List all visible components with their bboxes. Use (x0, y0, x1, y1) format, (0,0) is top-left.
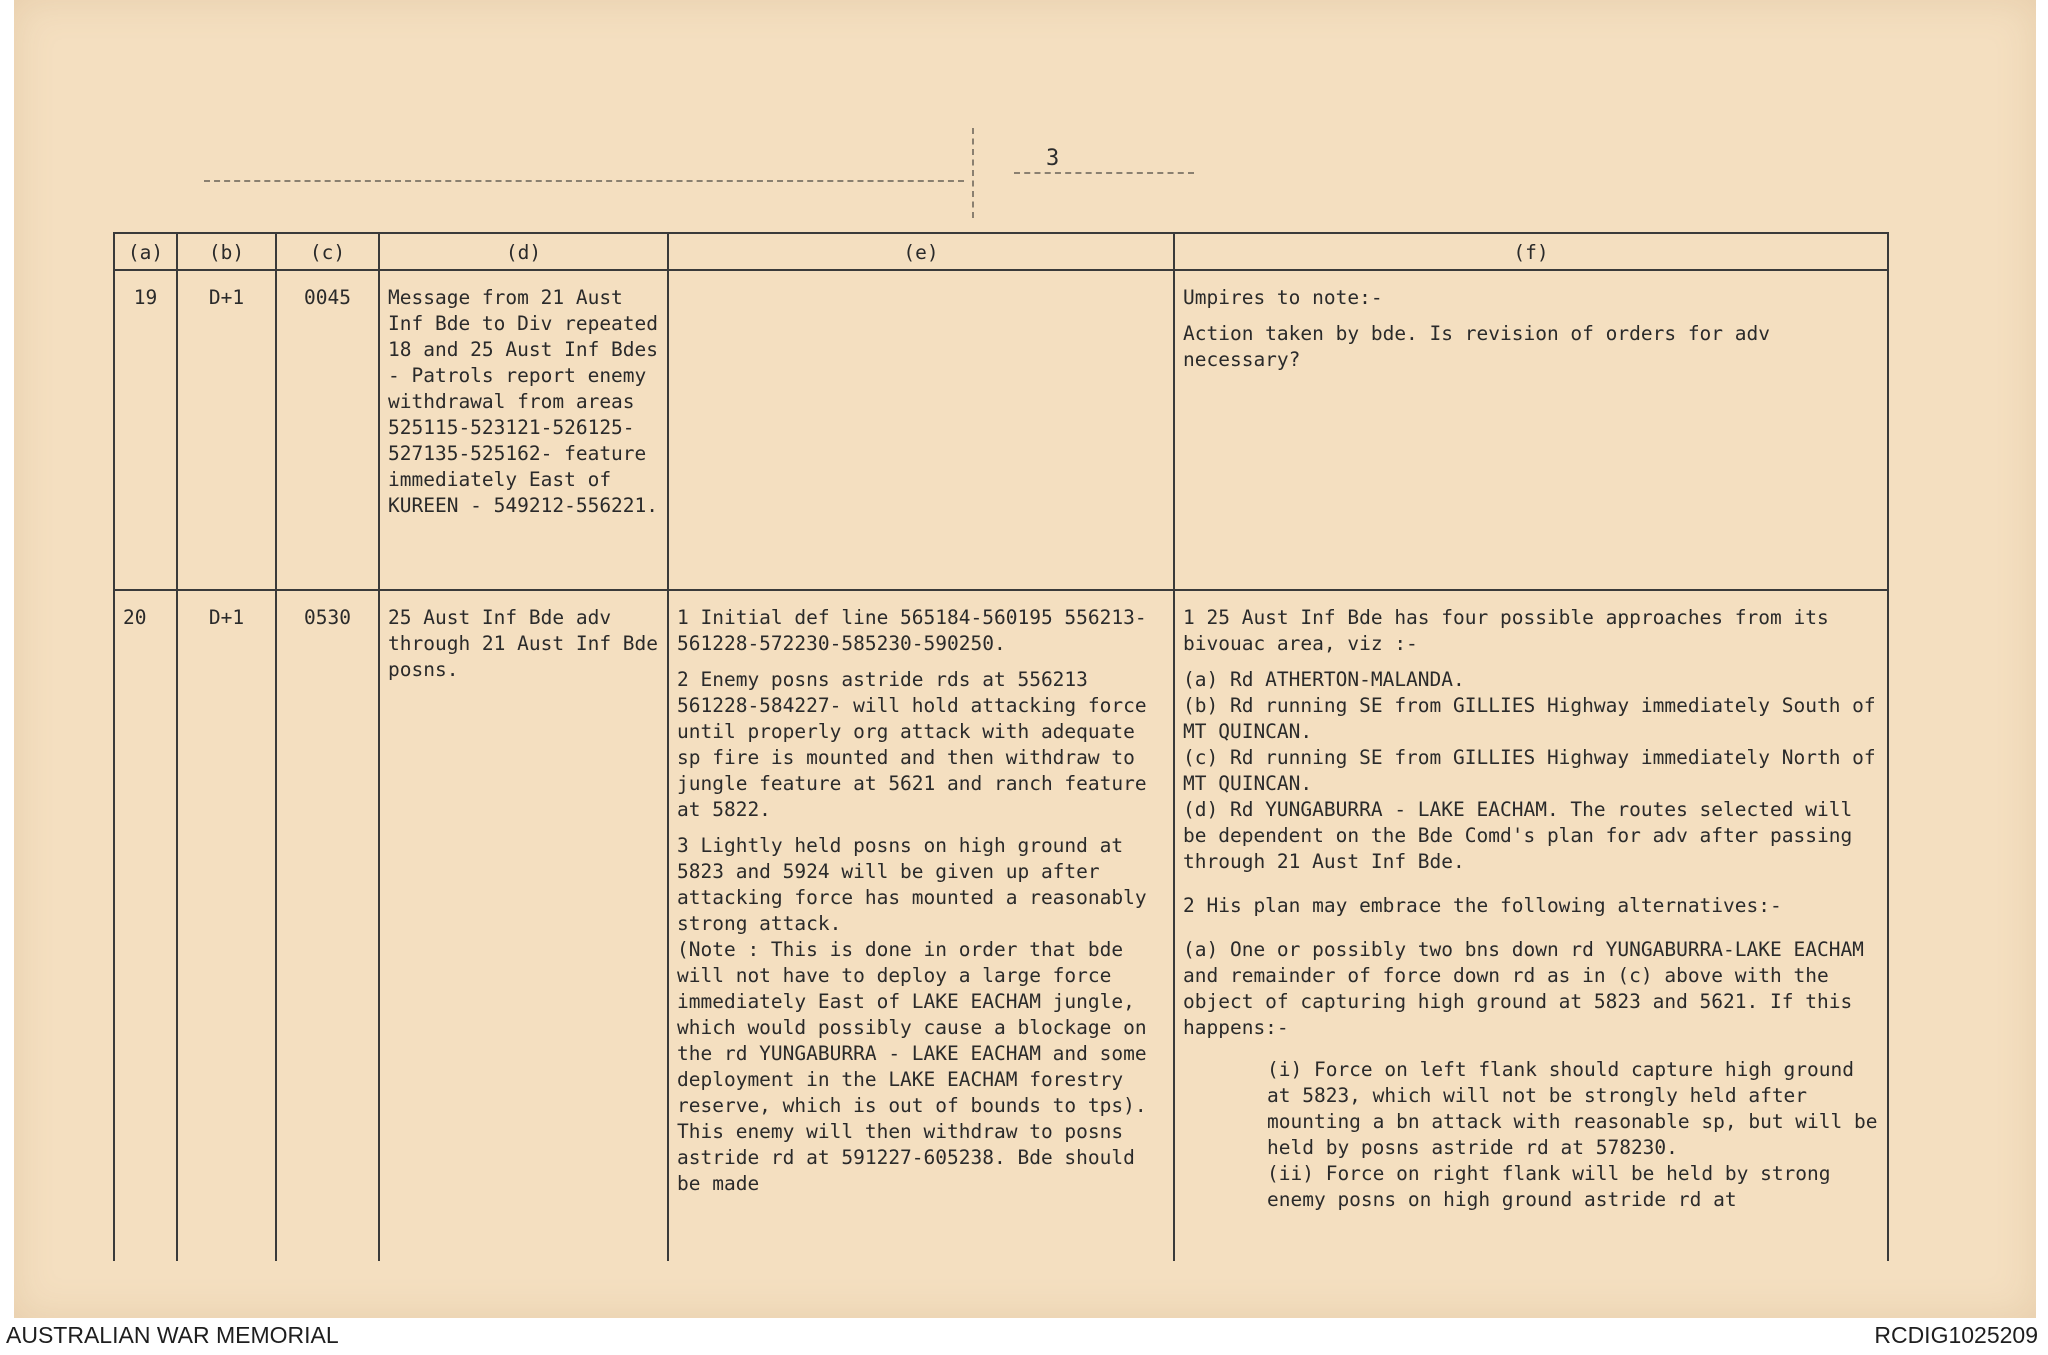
approach-item: (d) Rd YUNGABURRA - LAKE EACHAM. The routes selected will be dependent on the Bde Comd's plan for adv after passing through 21 Aust Inf Bde. (1183, 798, 1853, 873)
table-row (114, 590, 1888, 1261)
sub-item: (i) Force on left flank should capture high ground at 5823, which will not be strongly held after mounting a bn attack with reasonable sp, but will be held by posns astride rd at 578230. (1267, 1058, 1878, 1159)
sub-item: (ii) Force on right flank will be held by strong enemy posns on high ground astride rd at (1267, 1162, 1831, 1211)
approach-intro: 1 25 Aust Inf Bde has four possible approaches from its bivouac area, viz :- (1183, 606, 1829, 655)
cell-day: D+1 (177, 590, 276, 1261)
approach-item: (b) Rd running SE from GILLIES Highway immediately South of MT QUINCAN. (1183, 694, 1876, 743)
cell-enemy-action (668, 270, 1174, 590)
alternative-a: (a) One or possibly two bns down rd YUNGABURRA-LAKE EACHAM and remainder of force down rd as in (c) above with the object of capturing high ground at 5823 and 5621. If this happens:- (1183, 938, 1864, 1039)
page-number: 3 (1046, 146, 1060, 171)
footer-record-id: RCDIG1025209 (1874, 1322, 2038, 1348)
header-e: (e) (668, 233, 1174, 270)
approach-item: (c) Rd running SE from GILLIES Highway immediately North of MT QUINCAN. (1183, 746, 1876, 795)
umpire-heading: Umpires to note:- (1183, 286, 1383, 309)
table-row (114, 270, 1888, 590)
footer-archive-name: AUSTRALIAN WAR MEMORIAL (6, 1322, 339, 1348)
approach-item: (a) Rd ATHERTON-MALANDA. (1183, 668, 1465, 691)
centre-fold-mark (972, 128, 974, 218)
enemy-para-3: 3 Lightly held posns on high ground at 5823 and 5924 will be given up after attacking force has mounted a reasonably strong attack. (677, 834, 1147, 935)
top-rule-right (1014, 172, 1194, 174)
enemy-para-1: 1 Initial def line 565184-560195 556213-561228-572230-585230-590250. (677, 606, 1147, 655)
cell-time: 0530 (276, 590, 379, 1261)
table-header-row (114, 233, 1888, 270)
umpire-note: Action taken by bde. Is revision of orders for adv necessary? (1183, 322, 1770, 371)
top-rule-left (204, 180, 964, 182)
header-b: (b) (177, 233, 276, 270)
approach-list (1183, 667, 1879, 875)
cell-serial: 19 (114, 270, 177, 590)
header-f: (f) (1174, 233, 1888, 270)
cell-enemy-action (668, 590, 1174, 1261)
cell-time: 0045 (276, 270, 379, 590)
cell-umpire-notes (1174, 270, 1888, 590)
cell-umpire-notes (1174, 590, 1888, 1261)
enemy-note: (Note : This is done in order that bde will not have to deploy a large force immediately East of LAKE EACHAM jungle, which would possibly cause a blockage on the rd YUNGABURRA - LAKE EACHAM and some deployment in the LAKE EACHAM forestry reserve, which is out of bounds to tps). This enemy will then withdraw to posns astride rd at 591227-605238. Bde should be made (677, 938, 1147, 1195)
header-a: (a) (114, 233, 177, 270)
header-d: (d) (379, 233, 668, 270)
header-c: (c) (276, 233, 379, 270)
cell-day: D+1 (177, 270, 276, 590)
cell-event: 25 Aust Inf Bde adv through 21 Aust Inf Bde posns. (379, 590, 668, 1261)
orders-table (113, 232, 1889, 1261)
cell-serial: 20 (114, 590, 177, 1261)
enemy-para-2: 2 Enemy posns astride rds at 556213 561228-584227- will hold attacking force until properly org attack with adequate sp fire is mounted and then withdraw to jungle feature at 5621 and ranch feature at 5822. (677, 668, 1147, 821)
cell-event: Message from 21 Aust Inf Bde to Div repeated 18 and 25 Aust Inf Bdes - Patrols report enemy withdrawal from areas 525115-523121-526125-527135-525162- feature immediately East of KUREEN - 549212-556221. (379, 270, 668, 590)
plan-intro: 2 His plan may embrace the following alternatives:- (1183, 894, 1782, 917)
